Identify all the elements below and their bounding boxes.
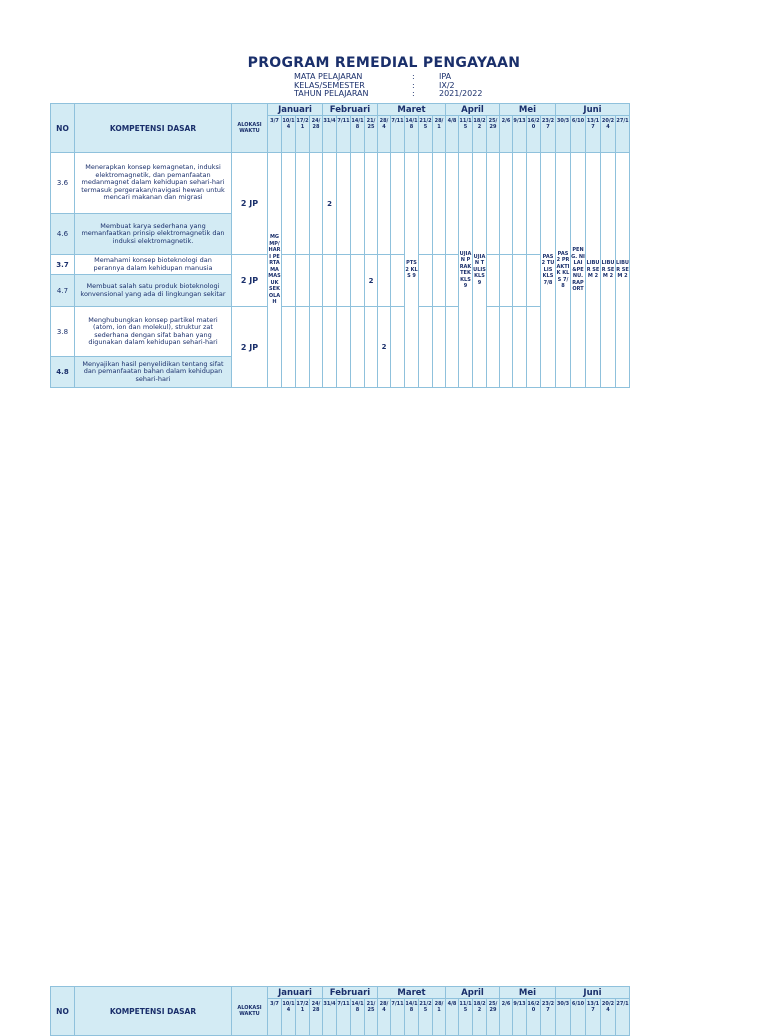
week-date: 18/22 bbox=[473, 999, 487, 1036]
schedule-cell bbox=[391, 153, 405, 255]
week-date: 14/18 bbox=[351, 999, 365, 1036]
schedule-cell bbox=[378, 153, 391, 255]
schedule-cell bbox=[310, 307, 323, 388]
kd-number: 3.8 bbox=[51, 307, 75, 357]
meta-label: KELAS/SEMESTER bbox=[294, 80, 365, 90]
week-date: 3/7 bbox=[268, 116, 282, 153]
kd-number: 4.7 bbox=[51, 275, 75, 307]
schedule-cell bbox=[296, 153, 310, 255]
vertical-note-pas-praktik: PAS 2 PRAKTIK KLS 7/8 bbox=[556, 153, 571, 388]
meta-value: IPA bbox=[439, 72, 452, 81]
week-date: 3/7 bbox=[268, 999, 282, 1036]
schedule-cell bbox=[282, 307, 296, 388]
week-date: 20/24 bbox=[601, 999, 616, 1036]
vertical-note-pas: PAS 2 TULIS KLS 7/8 bbox=[541, 153, 556, 388]
meta-block bbox=[294, 73, 482, 99]
week-date: 27/1 bbox=[616, 999, 630, 1036]
schedule-cell bbox=[310, 153, 323, 255]
week-date: 7/11 bbox=[337, 116, 351, 153]
schedule-cell bbox=[365, 307, 378, 388]
week-date: 6/10 bbox=[571, 999, 586, 1036]
schedule-cell bbox=[500, 307, 513, 388]
week-date: 25/29 bbox=[487, 116, 500, 153]
header-kompetensi-dasar: KOMPETENSI DASAR bbox=[75, 104, 232, 153]
schedule-cell: 2 bbox=[365, 255, 378, 307]
schedule-cell bbox=[337, 153, 351, 255]
schedule-cell bbox=[378, 255, 391, 307]
table-row bbox=[51, 153, 630, 214]
week-date: 10/14 bbox=[282, 999, 296, 1036]
schedule-cell bbox=[446, 255, 459, 307]
program-table bbox=[50, 103, 630, 388]
vertical-note-peng-nilai: PENG. NILAI &PENU. RAPORT bbox=[571, 153, 586, 388]
week-date: 30/3 bbox=[556, 999, 571, 1036]
schedule-cell bbox=[419, 307, 433, 388]
schedule-cell bbox=[527, 255, 541, 307]
week-date: 25/29 bbox=[487, 999, 500, 1036]
schedule-cell bbox=[351, 307, 365, 388]
header-alokasi-waktu: ALOKASI WAKTU bbox=[232, 987, 268, 1036]
vertical-note-ujian-tulis: UJIAN TULIS KLS 9 bbox=[473, 153, 487, 388]
week-date: 28/1 bbox=[433, 999, 446, 1036]
week-date: 7/11 bbox=[391, 999, 405, 1036]
week-date: 24/28 bbox=[310, 116, 323, 153]
week-date: 16/20 bbox=[527, 999, 541, 1036]
week-date: 7/11 bbox=[337, 999, 351, 1036]
week-date: 14/18 bbox=[405, 999, 419, 1036]
schedule-cell bbox=[500, 255, 513, 307]
schedule-cell bbox=[351, 255, 365, 307]
week-date: 9/13 bbox=[513, 999, 527, 1036]
kd-number: 3.6 bbox=[51, 153, 75, 214]
week-date: 23/27 bbox=[541, 999, 556, 1036]
kd-description: Membuat karya sederhana yang memanfaatkan prinsip elektromagnetik dan induksi elektromagnetik. bbox=[75, 214, 232, 255]
meta-separator: : bbox=[412, 80, 415, 90]
week-date: 20/24 bbox=[601, 116, 616, 153]
kd-description: Membuat salah satu produk bioteknologi konvensional yang ada di lingkungan sekitar bbox=[75, 275, 232, 307]
month-mei: Mei bbox=[500, 104, 556, 116]
schedule-cell bbox=[391, 255, 405, 307]
header-no: NO bbox=[51, 987, 75, 1036]
alokasi-waktu: 2 JP bbox=[232, 307, 268, 388]
vertical-note-libur3: LIBUR SEM 2 bbox=[616, 153, 630, 388]
meta-label: TAHUN PELAJARAN bbox=[294, 89, 369, 98]
week-date: 21/25 bbox=[365, 116, 378, 153]
schedule-cell bbox=[527, 153, 541, 255]
schedule-cell bbox=[487, 255, 500, 307]
page-title: PROGRAM REMEDIAL PENGAYAAN bbox=[247, 55, 521, 71]
month-mei: Mei bbox=[500, 987, 556, 999]
schedule-cell bbox=[296, 255, 310, 307]
header-no: NO bbox=[51, 104, 75, 153]
month-april: April bbox=[446, 104, 500, 116]
schedule-cell bbox=[282, 255, 296, 307]
week-date: 28/1 bbox=[433, 116, 446, 153]
program-table-repeat-header bbox=[50, 986, 630, 1036]
week-date: 30/3 bbox=[556, 116, 571, 153]
kd-description: Menyajikan hasil penyelidikan tentang sifat dan pemanfaatan bahan dalam kehidupan sehari-hari bbox=[75, 357, 232, 388]
schedule-cell bbox=[433, 307, 446, 388]
kd-number: 3.7 bbox=[51, 255, 75, 275]
meta-row-year bbox=[294, 90, 482, 99]
schedule-cell bbox=[527, 307, 541, 388]
schedule-cell bbox=[282, 153, 296, 255]
meta-separator: : bbox=[412, 72, 415, 81]
week-date: 13/17 bbox=[586, 116, 601, 153]
schedule-cell: 2 bbox=[378, 307, 391, 388]
kd-description: Menerapkan konsep kemagnetan, induksi elektromagnetik, dan pemanfaatan medanmagnet dalam kehidupan sehari-hari termasuk pergerakan/navigasi hewan untuk mencari makanan dan migrasi bbox=[75, 153, 232, 214]
week-date: 21/25 bbox=[365, 999, 378, 1036]
schedule-cell bbox=[513, 307, 527, 388]
month-april: April bbox=[446, 987, 500, 999]
week-date: 4/8 bbox=[446, 116, 459, 153]
month-juni: Juni bbox=[556, 987, 630, 999]
meta-separator: : bbox=[412, 89, 415, 98]
week-date: 31/4 bbox=[323, 116, 337, 153]
month-maret: Maret bbox=[378, 104, 446, 116]
vertical-note-pts: PTS 2 KLS 9 bbox=[405, 153, 419, 388]
schedule-cell bbox=[391, 307, 405, 388]
schedule-cell bbox=[323, 255, 337, 307]
week-date: 14/18 bbox=[351, 116, 365, 153]
schedule-cell bbox=[446, 307, 459, 388]
schedule-cell: 2 bbox=[323, 153, 337, 255]
schedule-cell bbox=[296, 307, 310, 388]
kd-number: 4.6 bbox=[51, 214, 75, 255]
month-februari: Februari bbox=[323, 104, 378, 116]
schedule-cell bbox=[446, 153, 459, 255]
schedule-cell bbox=[337, 307, 351, 388]
schedule-cell bbox=[351, 153, 365, 255]
week-date: 21/25 bbox=[419, 999, 433, 1036]
month-februari: Februari bbox=[323, 987, 378, 999]
month-header-row bbox=[51, 104, 630, 116]
week-date: 23/27 bbox=[541, 116, 556, 153]
schedule-cell bbox=[487, 153, 500, 255]
schedule-cell bbox=[433, 153, 446, 255]
vertical-note-libur2: LIBUR SEM 2 bbox=[601, 153, 616, 388]
week-date: 17/21 bbox=[296, 999, 310, 1036]
vertical-note-libur1: LIBUR SEM 2 bbox=[586, 153, 601, 388]
alokasi-waktu: 2 JP bbox=[232, 153, 268, 255]
week-date: 10/14 bbox=[282, 116, 296, 153]
kd-description: Menghubungkan konsep partikel materi (atom, ion dan molekul), struktur zat sederhana dengan sifat bahan yang digunakan dalam kehidupan sehari-hari bbox=[75, 307, 232, 357]
schedule-cell bbox=[337, 255, 351, 307]
schedule-cell bbox=[323, 307, 337, 388]
week-date: 28/4 bbox=[378, 116, 391, 153]
vertical-note-ujian-praktek: UJIAN PRAKTEK KLS 9 bbox=[459, 153, 473, 388]
schedule-cell bbox=[419, 153, 433, 255]
schedule-cell bbox=[365, 153, 378, 255]
month-januari: Januari bbox=[268, 104, 323, 116]
schedule-cell bbox=[513, 153, 527, 255]
meta-value: IX/2 bbox=[439, 80, 455, 90]
meta-label: MATA PELAJARAN bbox=[294, 72, 363, 81]
week-date: 21/25 bbox=[419, 116, 433, 153]
week-date: 27/1 bbox=[616, 116, 630, 153]
week-date: 13/17 bbox=[586, 999, 601, 1036]
month-januari: Januari bbox=[268, 987, 323, 999]
week-date: 11/15 bbox=[459, 999, 473, 1036]
week-date: 16/20 bbox=[527, 116, 541, 153]
kd-description: Memahami konsep bioteknologi dan perannya dalam kehidupan manusia bbox=[75, 255, 232, 275]
week-date: 6/10 bbox=[571, 116, 586, 153]
vertical-note-mgmp: MGMP/HARI PERTAMA MASUK SEKOLAH bbox=[268, 153, 282, 388]
schedule-cell bbox=[310, 255, 323, 307]
week-date: 31/4 bbox=[323, 999, 337, 1036]
month-header-row bbox=[51, 987, 630, 999]
week-date: 4/8 bbox=[446, 999, 459, 1036]
meta-value: 2021/2022 bbox=[439, 89, 483, 98]
schedule-cell bbox=[513, 255, 527, 307]
schedule-cell bbox=[500, 153, 513, 255]
week-date: 17/21 bbox=[296, 116, 310, 153]
kd-number: 4.8 bbox=[51, 357, 75, 388]
week-date: 11/15 bbox=[459, 116, 473, 153]
schedule-cell bbox=[433, 255, 446, 307]
week-date: 7/11 bbox=[391, 116, 405, 153]
week-date: 24/28 bbox=[310, 999, 323, 1036]
alokasi-waktu: 2 JP bbox=[232, 255, 268, 307]
week-date: 2/6 bbox=[500, 116, 513, 153]
week-date: 9/13 bbox=[513, 116, 527, 153]
week-date: 28/4 bbox=[378, 999, 391, 1036]
header-alokasi-waktu: ALOKASI WAKTU bbox=[232, 104, 268, 153]
week-date: 14/18 bbox=[405, 116, 419, 153]
schedule-cell bbox=[487, 307, 500, 388]
week-date: 2/6 bbox=[500, 999, 513, 1036]
month-juni: Juni bbox=[556, 104, 630, 116]
schedule-cell bbox=[419, 255, 433, 307]
week-date: 18/22 bbox=[473, 116, 487, 153]
header-kompetensi-dasar: KOMPETENSI DASAR bbox=[75, 987, 232, 1036]
month-maret: Maret bbox=[378, 987, 446, 999]
